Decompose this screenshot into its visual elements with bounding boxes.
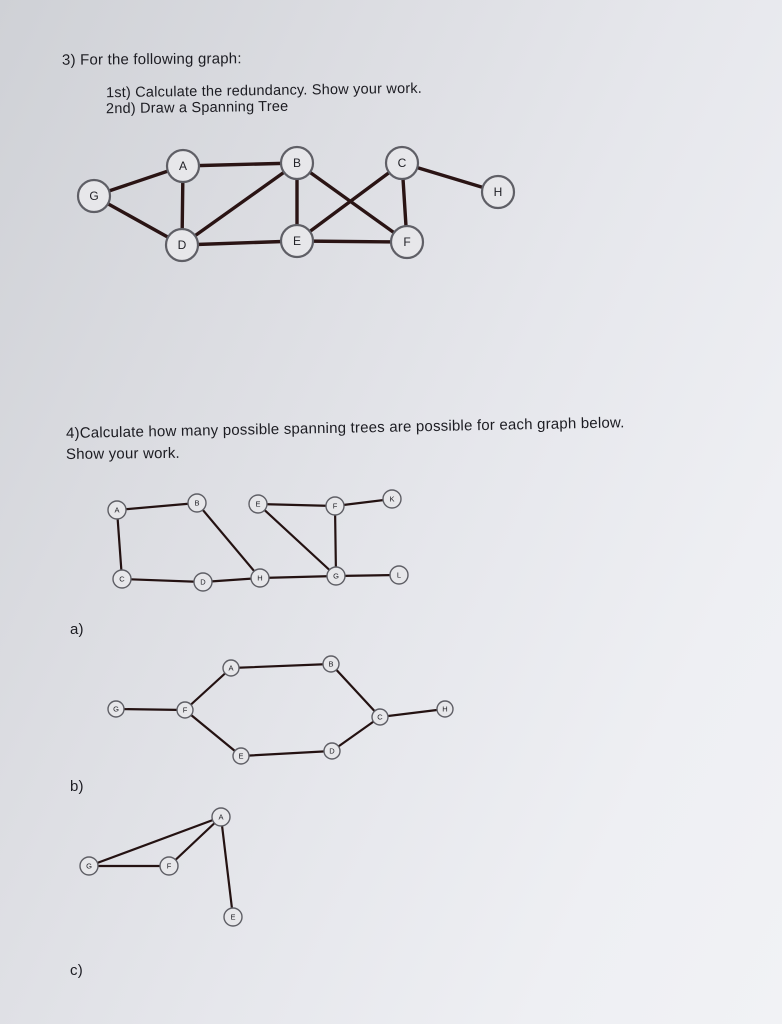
- node-label: G: [86, 861, 92, 871]
- question-4-title: 4)Calculate how many possible spanning trees are possible for each graph below.: [65, 414, 625, 442]
- node-label: C: [119, 574, 125, 584]
- node-label: A: [114, 505, 120, 515]
- node-label: A: [228, 663, 234, 673]
- edge-a-e: [221, 817, 233, 917]
- node-label: A: [178, 159, 188, 173]
- question-3-instruction-2: 2nd) Draw a Spanning Tree: [105, 98, 289, 118]
- node-label: E: [238, 751, 244, 761]
- node-label: E: [230, 912, 236, 922]
- node-g: [80, 857, 98, 875]
- question-3-instruction-1: 1st) Calculate the redundancy. Show your work.: [105, 80, 423, 102]
- node-label: H: [257, 573, 263, 583]
- node-label: A: [218, 812, 224, 822]
- edge-g-a: [89, 817, 221, 866]
- node-label: B: [328, 659, 334, 669]
- node-label: C: [397, 156, 407, 170]
- node-label: B: [292, 156, 302, 170]
- part-b-label: b): [70, 778, 84, 795]
- node-label: F: [332, 501, 338, 511]
- edge-f-a: [169, 817, 221, 866]
- part-c-label: c): [70, 962, 83, 979]
- node-label: H: [442, 704, 448, 714]
- node-label: D: [177, 238, 187, 252]
- part-a-label: a): [70, 621, 84, 638]
- node-label: B: [194, 498, 200, 508]
- node-label: G: [89, 189, 99, 203]
- node-label: C: [377, 712, 383, 722]
- node-label: H: [493, 185, 503, 199]
- node-label: K: [389, 494, 395, 504]
- node-label: D: [329, 746, 335, 756]
- node-e: [224, 908, 242, 926]
- node-label: F: [403, 235, 411, 249]
- node-label: E: [292, 234, 302, 248]
- node-label: F: [182, 705, 188, 715]
- node-label: G: [333, 571, 339, 581]
- node-f: [160, 857, 178, 875]
- node-label: E: [255, 499, 261, 509]
- question-3-title: 3) For the following graph:: [61, 50, 242, 69]
- node-label: D: [200, 577, 206, 587]
- question-4-instruction: Show your work.: [65, 444, 180, 463]
- node-label: G: [113, 704, 119, 714]
- node-a: [212, 808, 230, 826]
- node-label: F: [166, 861, 172, 871]
- node-label: L: [396, 570, 402, 580]
